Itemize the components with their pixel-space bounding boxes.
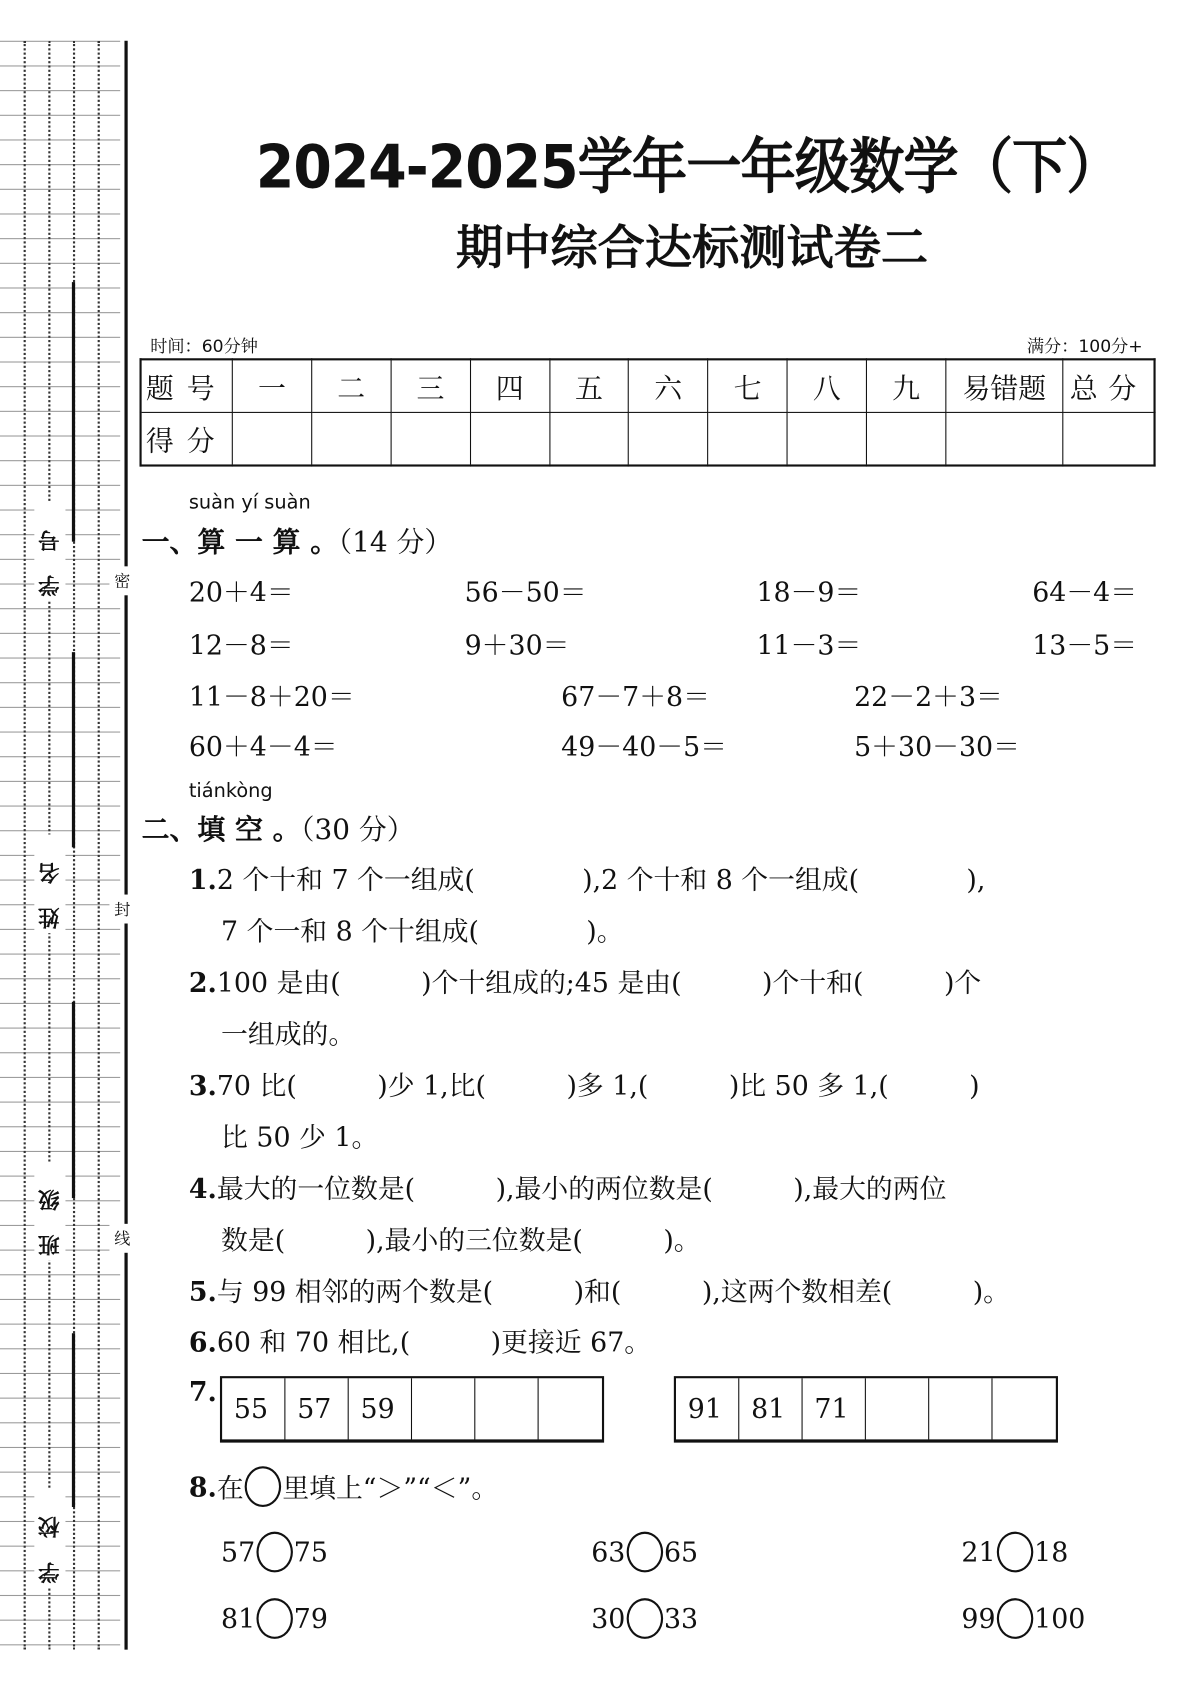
left-number: 30	[591, 1603, 626, 1635]
col-5: 五	[549, 359, 628, 412]
name-line[interactable]	[72, 652, 75, 847]
col-9: 九	[866, 359, 945, 412]
seal-mark-xian: 线	[109, 1224, 135, 1253]
right-number: 79	[293, 1603, 328, 1635]
equation: 67－7＋8＝	[561, 681, 710, 713]
answer-circle[interactable]	[626, 1532, 662, 1573]
right-number: 65	[663, 1536, 699, 1568]
section2-points: （30 分）	[300, 814, 415, 847]
left-number: 21	[961, 1536, 996, 1568]
equation: 12－8＝	[188, 629, 294, 661]
sequence-blank-cell[interactable]	[866, 1378, 929, 1439]
answer-circle[interactable]	[997, 1598, 1033, 1639]
question-number: 3.	[188, 1070, 217, 1102]
question-4-line2: 数是( ),最小的三位数是( )。	[221, 1224, 701, 1257]
question-7-number: 7.	[188, 1376, 217, 1408]
question-2-line2: 一组成的。	[221, 1018, 356, 1051]
score-cell[interactable]	[787, 412, 866, 465]
question-text: 2 个十和 7 个一组成( ),2 个十和 8 个一组成( ),	[216, 864, 986, 896]
number-sequence-b	[674, 1376, 1058, 1443]
right-number: 75	[293, 1536, 328, 1568]
section1-title: 一、算 一 算 。	[141, 526, 339, 559]
sequence-blank-cell[interactable]	[993, 1378, 1056, 1439]
compare-item	[221, 1598, 328, 1639]
row-header-score: 得分	[141, 412, 233, 465]
right-number: 18	[1034, 1536, 1069, 1568]
label-name: 姓名	[34, 834, 65, 933]
equation: 49－40－5＝	[561, 731, 727, 763]
label-class: 班级	[34, 1162, 65, 1261]
right-number: 100	[1034, 1603, 1086, 1635]
section1-heading	[142, 520, 453, 560]
compare-item	[961, 1532, 1068, 1573]
question-6	[189, 1321, 651, 1360]
score-cell[interactable]	[470, 412, 549, 465]
question-text: 最大的一位数是( ),最小的两位数是( ),最大的两位	[216, 1173, 947, 1205]
time-limit: 时间：60分钟	[150, 335, 258, 357]
page-subtitle: 期中综合达标测试卷二	[456, 220, 929, 276]
equation: 5＋30－30＝	[854, 731, 1020, 763]
col-6: 六	[629, 359, 708, 412]
page-title: 2024-2025学年一年级数学（下）	[255, 133, 1121, 203]
equation: 11－8＋20＝	[188, 681, 355, 713]
binding-margin	[0, 41, 122, 1650]
question-number: 2.	[188, 967, 217, 999]
number-sequence-a	[220, 1376, 604, 1443]
question-1-line2: 7 个一和 8 个十组成( )。	[221, 916, 624, 948]
question-text: 70 比( )少 1,比( )多 1,( )比 50 多 1,( )	[216, 1070, 980, 1102]
compare-item	[591, 1532, 698, 1573]
sequence-blank-cell[interactable]	[412, 1378, 475, 1439]
question-2	[189, 962, 981, 1001]
question-number: 4.	[188, 1173, 217, 1205]
equation: 22－2＋3＝	[854, 681, 1003, 713]
section2-title: 二、填 空 。	[141, 814, 301, 847]
row-header-question-no: 题号	[141, 359, 233, 412]
col-7: 七	[708, 359, 787, 412]
sequence-blank-cell[interactable]	[929, 1378, 992, 1439]
school-line[interactable]	[72, 1333, 75, 1507]
col-1: 一	[232, 359, 311, 412]
col-4: 四	[470, 359, 549, 412]
answer-circle[interactable]	[256, 1598, 292, 1639]
right-number: 33	[663, 1603, 699, 1635]
question-text: 100 是由( )个十组成的;45 是由( )个十和( )个	[216, 967, 982, 999]
score-cell[interactable]	[391, 412, 470, 465]
student-id-line[interactable]	[72, 282, 75, 542]
label-student-id: 学号	[34, 502, 65, 601]
question-number: 8.	[188, 1471, 217, 1503]
equation: 18－9＝	[756, 577, 862, 609]
section1-pinyin: suàn yí suàn	[188, 491, 311, 514]
question-number: 5.	[188, 1276, 217, 1308]
compare-item	[221, 1532, 328, 1573]
question-5	[189, 1271, 1010, 1310]
equation: 60＋4－4＝	[188, 731, 338, 763]
question-number: 6.	[188, 1326, 217, 1358]
question-text: 与 99 相邻的两个数是( )和( ),这两个数相差( )。	[216, 1276, 1011, 1308]
sequence-cell: 55	[222, 1378, 285, 1439]
circle-icon	[245, 1466, 281, 1507]
seal-mark-feng: 封	[109, 895, 135, 924]
question-8	[189, 1466, 498, 1507]
equation: 9＋30＝	[464, 629, 570, 661]
question-text: 60 和 70 相比,( )更接近 67。	[216, 1326, 652, 1358]
question-3-line2: 比 50 少 1。	[221, 1121, 379, 1154]
sequence-blank-cell[interactable]	[539, 1378, 602, 1439]
score-cell[interactable]	[629, 412, 708, 465]
left-number: 81	[221, 1603, 256, 1635]
col-error-prone: 易错题	[946, 359, 1063, 412]
seal-mark-mi: 密	[109, 566, 135, 595]
section2-pinyin: tiánkòng	[188, 779, 273, 803]
question-number: 1.	[188, 864, 217, 896]
score-cell[interactable]	[1063, 412, 1155, 465]
sequence-cell: 81	[739, 1378, 802, 1439]
question-text: 在	[216, 1472, 244, 1504]
col-8: 八	[787, 359, 866, 412]
binding-line	[124, 41, 127, 1650]
score-cell[interactable]	[312, 412, 391, 465]
question-4	[189, 1168, 947, 1207]
answer-circle[interactable]	[626, 1598, 662, 1639]
section2-heading	[142, 808, 415, 848]
score-cell[interactable]	[708, 412, 787, 465]
sequence-cell: 71	[803, 1378, 866, 1439]
col-2: 二	[312, 359, 391, 412]
compare-item	[591, 1598, 698, 1639]
score-cell[interactable]	[866, 412, 945, 465]
full-score: 满分：100分+	[1026, 335, 1143, 357]
left-number: 99	[961, 1603, 996, 1635]
equation: 56－50＝	[464, 577, 587, 609]
question-3	[189, 1065, 980, 1104]
score-table	[139, 358, 1155, 466]
question-text: 里填上“＞”“＜”。	[282, 1472, 499, 1504]
class-line[interactable]	[72, 1002, 75, 1198]
score-cell[interactable]	[232, 412, 311, 465]
answer-circle[interactable]	[997, 1532, 1033, 1573]
equation: 11－3＝	[756, 629, 862, 661]
sequence-cell: 59	[349, 1378, 412, 1439]
equation: 64－4＝	[1032, 577, 1138, 609]
left-number: 63	[591, 1536, 626, 1568]
equation: 13－5＝	[1032, 629, 1138, 661]
col-total: 总分	[1063, 359, 1155, 412]
left-number: 57	[221, 1536, 256, 1568]
sequence-cell: 57	[285, 1378, 348, 1439]
score-table-score-row	[141, 412, 1155, 465]
sequence-cell: 91	[676, 1378, 739, 1439]
question-1	[189, 859, 986, 898]
section1-points: （14 分）	[338, 526, 453, 559]
score-cell[interactable]	[549, 412, 628, 465]
equation: 20＋4＝	[188, 577, 294, 609]
col-3: 三	[391, 359, 470, 412]
answer-circle[interactable]	[256, 1532, 292, 1573]
label-school: 学校	[34, 1489, 65, 1588]
score-cell[interactable]	[946, 412, 1063, 465]
compare-item	[961, 1598, 1085, 1639]
score-table-header-row	[141, 359, 1155, 412]
sequence-blank-cell[interactable]	[475, 1378, 538, 1439]
